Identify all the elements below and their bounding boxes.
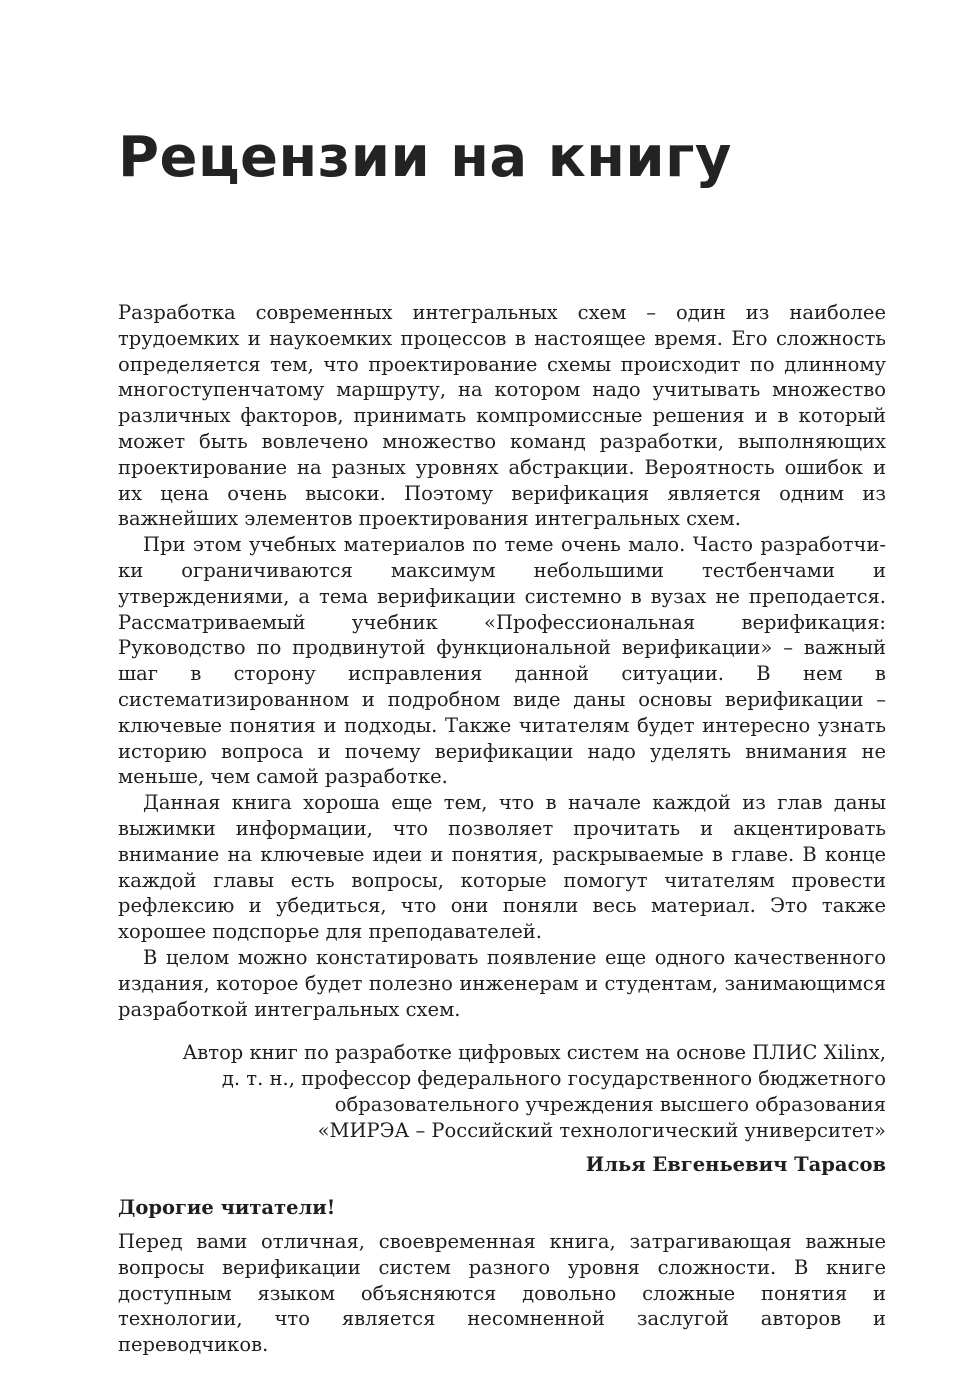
review-1-paragraph-3: Данная книга хороша еще тем, что в начале каждой из глав даны выжимки информации, что позволяет прочитать и акцентировать внимание на ключевые идеи и понятия, раскрываемые в главе. В конце каждой главы есть вопросы, которые помогут читателям провести рефлексию и убедиться, что они поняли весь материал. Это также хорошее подспорье для преподавателей. — [118, 791, 886, 944]
reviewer-name: Илья Евгеньевич Тарасов — [585, 1152, 886, 1176]
review-2-paragraph-1: Перед вами отличная, своевременная книга, затрагивающая важные вопросы верификации систем разного уровня сложности. В книге доступным языком объясняются довольно сложные понятия и технологии, что является несомненной заслугой авторов и переводчиков. — [118, 1230, 886, 1357]
page-title: Рецензии на книгу — [118, 125, 732, 190]
review-1-paragraph-1: Разработка современных интегральных схем – один из наиболее трудоемких и наукоемких процессов в настоящее время. Его сложность определяется тем, что проектирование схемы происходит по длинному многоступенчатому маршруту, на котором надо учитывать множество различных факторов, принимать компромиссные решения и в который может быть вовлечено множество команд разработки, выполняющих проектирование на разных уровнях абстракции. Вероятность ошибок и их цена очень высоки. Поэтому верификация является одним из важнейших элементов проектирования интегральных схем. — [118, 301, 886, 531]
signature-line-4: «МИРЭА – Российский технологический университет» — [317, 1118, 886, 1142]
signature-line-2: д. т. н., профессор федерального государственного бюджетного — [221, 1067, 886, 1091]
review-2 — [118, 1195, 886, 1358]
document-page — [118, 0, 886, 1388]
review-1 — [118, 300, 886, 1177]
reviewer-signature — [118, 1040, 886, 1177]
review-2-greeting: Дорогие читатели! — [118, 1196, 336, 1220]
document-body — [118, 300, 886, 1358]
signature-line-1: Автор книг по разработке цифровых систем на основе ПЛИС Xilinx, — [182, 1041, 886, 1065]
review-1-paragraph-2: При этом учебных материалов по теме очень мало. Часто разработчики ограничиваются максимум небольшими тестбенчами и утверждениями, а тема верификации системно в вузах не преподается. Рассматриваемый учебник «Профессиональная верификация: Руководство по продвинутой функциональной верификации» – важный шаг в сторону исправления данной ситуации. В нем в систематизированном и подробном виде даны основы верификации – ключевые понятия и подходы. Также читателям будет интересно узнать историю вопроса и почему верификации надо уделять внимания не меньше, чем самой разработке. — [118, 533, 886, 789]
signature-line-3: образовательного учреждения высшего образования — [334, 1092, 886, 1116]
review-1-paragraph-4: В целом можно констатировать появление еще одного качественного издания, которое будет полезно инженерам и студентам, занимающимся разработкой интегральных схем. — [118, 945, 886, 1021]
